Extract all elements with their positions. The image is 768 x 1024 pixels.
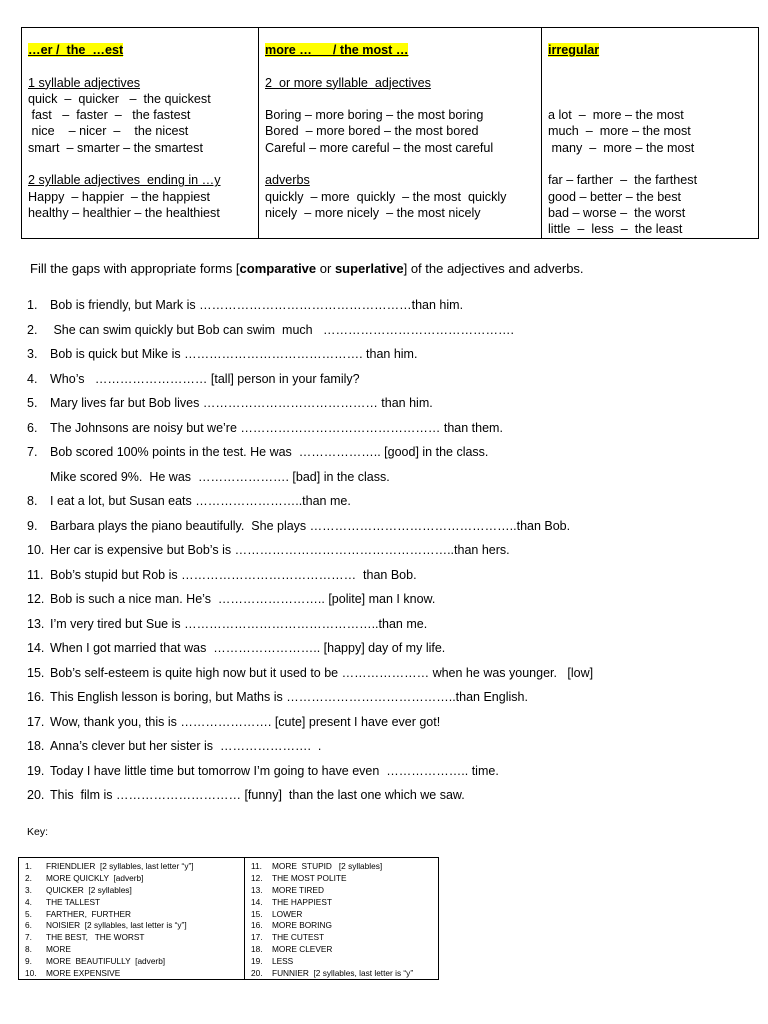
answer-key-text: MORE STUPID [2 syllables] [272,861,383,871]
answer-key-row [25,944,244,956]
exercise-text: The Johnsons are noisy but we’re ………………………………………… than them. [50,420,503,435]
exercise-number: 11. [27,567,44,582]
answer-key-text: MORE EXPENSIVE [46,968,121,979]
exercise-number: 13. [27,616,45,631]
answer-key-text: FARTHER, FURTHER [46,908,131,919]
grammar-col-er-est [22,28,258,238]
answer-key-number: 17. [251,932,263,943]
exercise-number: 18. [27,739,45,753]
answer-key-row [251,909,438,921]
answer-key-text: THE BEST, THE WORST [46,932,145,943]
exercise-number: 2. [27,322,38,337]
instructions-comparative: comparative [239,261,317,276]
exercise-number: 3. [27,347,38,361]
exercise-number: 17. [27,714,45,729]
exercise-item [27,494,747,519]
col-header: …er / the …est [28,43,124,57]
answer-key-number: 5. [25,908,32,919]
exercise-text: Mary lives far but Bob lives …………………………………… than him. [50,396,433,410]
answer-key-row [251,897,438,909]
answer-key-text: MORE [46,944,71,955]
answer-key-text: THE HAPPIEST [272,896,332,907]
answer-key-number: 16. [251,920,263,931]
answer-key-number: 1. [25,861,32,871]
exercise-item [27,568,747,593]
grammar-col-more-most [258,28,541,238]
exercise-item [27,739,747,764]
answer-key-number: 15. [251,908,263,919]
example-line: fast – faster – the fastest [28,108,191,123]
exercise-item [27,764,747,789]
answer-key-number: 19. [251,956,263,967]
example-line: Careful – more careful – the most careful [265,140,494,155]
exercise-text: Today I have little time but tomorrow I’m going to have even ……………….. time. [50,763,499,778]
answer-key-text: MORE BORING [272,920,332,931]
col-header: more … / the most … [265,43,409,57]
exercise-text: She can swim quickly but Bob can swim much ………………………………………. [50,322,514,337]
subheading: adverbs [265,173,310,188]
answer-key-text: LOWER [272,908,303,919]
answer-key-row [251,956,438,968]
answer-key-number: 2. [25,872,32,883]
example-line: quickly – more quickly – the most quickly [265,189,507,204]
example-line: Bored – more bored – the most bored [265,124,479,139]
exercise-item [27,372,747,397]
answer-key-row [251,944,438,956]
answer-key-row [25,932,244,944]
exercise-number: 6. [27,420,38,435]
answer-key-row [25,897,244,909]
subheading: 2 syllable adjectives ending in …y [28,173,221,188]
answer-key-row [251,932,438,944]
exercise-number: 10. [27,543,45,557]
example-line: nice – nicer – the nicest [28,124,189,139]
answer-key-number: 4. [25,896,32,907]
answer-key-row [25,873,244,885]
exercise-text: Bob is friendly, but Mark is ……………………………………………than him. [50,298,464,312]
answer-key-text: MORE BEAUTIFULLY [adverb] [46,956,166,967]
answer-key-row [25,909,244,921]
exercise-item [27,592,747,617]
exercise-text: I’m very tired but Sue is ………………………………………..than me. [50,616,428,631]
exercise-number: 1. [27,298,38,312]
exercise-text: Her car is expensive but Bob’s is ……………………………………………..than hers. [50,543,510,557]
answer-key-row [251,920,438,932]
exercise-text: Bob’s stupid but Rob is …………………………………… than Bob. [50,567,417,582]
example-line: much – more – the most [548,124,691,139]
answer-key-number: 11. [251,861,262,871]
exercise-number: 19. [27,763,45,778]
example-line: quick – quicker – the quickest [28,91,211,106]
answer-key-right-col [244,858,438,979]
answer-key-number: 3. [25,884,32,895]
exercise-number: 9. [27,518,38,533]
answer-key-number: 12. [251,872,263,883]
example-line: smart – smarter – the smartest [28,140,203,155]
exercise-text: Mike scored 9%. He was …………………. [bad] in the class. [50,469,390,484]
instructions-superlative: superlative [334,261,404,276]
exercise-text: Anna’s clever but her sister is …………………. . [50,739,322,753]
instructions [30,261,584,276]
example-line: healthy – healthier – the healthiest [28,205,220,220]
exercise-number: 12. [27,592,45,606]
instructions-text: Fill the gaps with appropriate forms [ [30,261,240,276]
exercise-item [27,715,747,740]
answer-key-text: MORE TIRED [272,884,324,895]
instructions-text: or [316,261,335,276]
exercise-item [27,690,747,715]
exercise-item [27,666,747,691]
example-line: good – better – the best [548,189,682,204]
answer-key-number: 9. [25,956,32,967]
answer-key-table [18,857,439,980]
exercise-number: 15. [27,665,45,680]
answer-key-row [251,873,438,885]
exercise-text: I eat a lot, but Susan eats ……………………..than me. [50,494,351,508]
exercise-item [27,788,747,813]
answer-key-number: 10. [25,968,37,979]
answer-key-row [25,920,244,932]
grammar-table [21,27,759,239]
example-line: bad – worse – the worst [548,205,686,220]
key-label: Key: [27,826,49,838]
answer-key-row [25,956,244,968]
grammar-col-irregular [541,28,758,238]
exercise-number: 7. [27,445,38,459]
exercise-item [27,617,747,642]
answer-key-text: THE TALLEST [46,896,101,907]
answer-key-text: FRIENDLIER [2 syllables, last letter “y”] [46,861,194,871]
answer-key-number: 6. [25,920,32,931]
example-line: Happy – happier – the happiest [28,189,211,204]
answer-key-number: 18. [251,944,263,955]
answer-key-number: 20. [251,968,263,979]
exercise-item [27,543,747,568]
exercise-item [27,519,747,544]
answer-key-text: MORE QUICKLY [adverb] [46,872,144,883]
exercise-item [27,347,747,372]
answer-key-row [25,968,244,980]
col-header: irregular [548,43,600,57]
example-line: little – less – the least [548,222,683,237]
answer-key-text: THE MOST POLITE [272,872,347,883]
answer-key-number: 14. [251,896,263,907]
exercise-text: Bob is such a nice man. He’s …………………….. [polite] man I know. [50,592,436,606]
exercise-item [27,323,747,348]
answer-key-text: THE CUTEST [272,932,325,943]
answer-key-number: 13. [251,884,263,895]
answer-key-row [25,885,244,897]
exercise-item [27,445,747,470]
example-line: many – more – the most [548,140,695,155]
answer-key-row [251,885,438,897]
answer-key-text: LESS [272,956,294,967]
answer-key-row [25,861,244,873]
subheading: 1 syllable adjectives [28,75,141,90]
exercise-list [27,298,747,813]
example-line: a lot – more – the most [548,108,684,123]
exercise-text: Wow, thank you, this is …………………. [cute] present I have ever got! [50,714,441,729]
exercise-item [27,298,747,323]
exercise-item [27,396,747,421]
answer-key-text: FUNNIER [2 syllables, last letter is “y” [272,968,414,979]
exercise-number: 5. [27,396,38,410]
answer-key-row [251,968,438,980]
exercise-number: 16. [27,690,45,704]
exercise-text: Barbara plays the piano beautifully. She plays …………………………………………..than Bob. [50,518,571,533]
exercise-item [27,470,747,495]
exercise-text: Who’s ……………………… [tall] person in your family? [50,371,360,386]
example-line: nicely – more nicely – the most nicely [265,205,481,220]
answer-key-text: QUICKER [2 syllables] [46,884,132,895]
exercise-item [27,421,747,446]
answer-key-left-col [19,858,244,979]
exercise-text: When I got married that was …………………….. [happy] day of my life. [50,641,446,655]
exercise-text: This film is ………………………… [funny] than the last one which we saw. [50,788,465,802]
exercise-number: 8. [27,494,38,508]
exercise-number: 20. [27,788,45,802]
exercise-text: Bob is quick but Mike is ……………………………………. than him. [50,347,418,361]
exercise-text: Bob scored 100% points in the test. He was ……………….. [good] in the class. [50,445,489,459]
exercise-number: 4. [27,371,38,386]
exercise-item [27,641,747,666]
example-line: Boring – more boring – the most boring [265,108,484,123]
instructions-text: ] of the adjectives and adverbs. [403,261,584,276]
answer-key-text: MORE CLEVER [272,944,333,955]
answer-key-number: 8. [25,944,32,955]
exercise-number: 14. [27,641,45,655]
exercise-text: Bob’s self-esteem is quite high now but it used to be ………………… when he was younger. [low] [50,665,594,680]
example-line: far – farther – the farthest [548,173,698,188]
answer-key-number: 7. [25,932,32,943]
answer-key-row [251,861,438,873]
answer-key-text: NOISIER [2 syllables, last letter is “y”] [46,920,187,931]
subheading: 2 or more syllable adjectives [265,75,431,90]
exercise-text: This English lesson is boring, but Maths is …………………………………..than English. [50,690,528,704]
